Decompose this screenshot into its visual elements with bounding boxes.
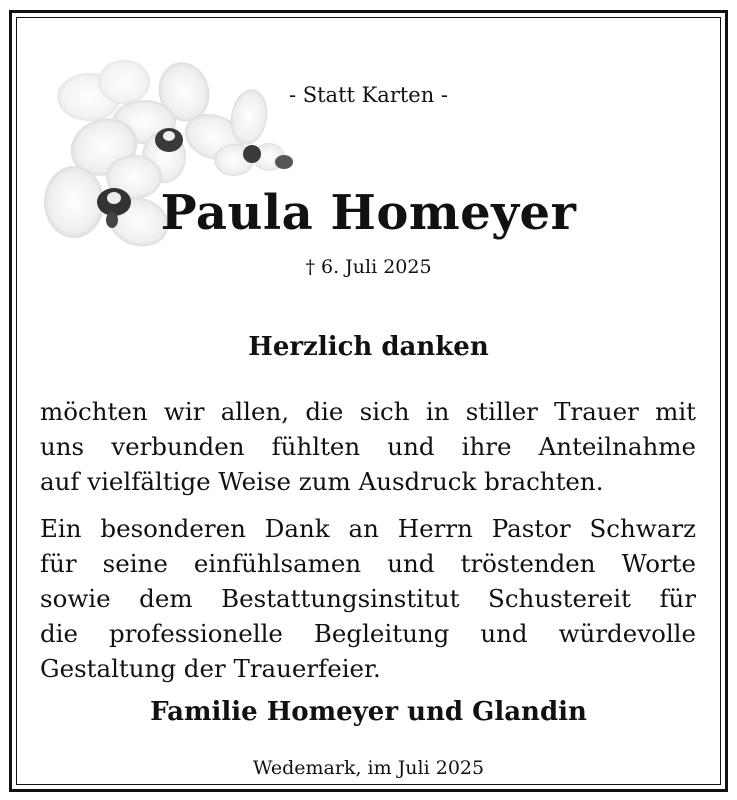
special-thanks-paragraph: [40, 511, 696, 686]
thanks-paragraph: [40, 394, 696, 499]
deceased-name: Paula Homeyer: [160, 185, 577, 241]
text-line: uns verbunden fühlten und ihre Anteilnahme: [40, 432, 696, 461]
thanks-heading: Herzlich danken: [248, 332, 489, 362]
text-line: Ein besonderen Dank an Herrn Pastor Schwarz: [40, 514, 696, 543]
text-line: die professionelle Begleitung und würdevolle: [40, 619, 696, 648]
place-date: Wedemark, im Juli 2025: [252, 757, 485, 779]
text-line: sowie dem Bestattungsinstitut Schustereit für: [40, 584, 696, 613]
text-line: auf vielfältige Weise zum Ausdruck brachten.: [40, 467, 604, 496]
text-line: möchten wir allen, die sich in stiller Trauer mit: [40, 397, 696, 426]
intro-line: - Statt Karten -: [288, 83, 449, 107]
text-line: Gestaltung der Trauerfeier.: [40, 654, 381, 683]
death-date: † 6. Juli 2025: [305, 256, 432, 278]
text-line: für seine einfühlsamen und tröstenden Worte: [40, 549, 696, 578]
family-signature: Familie Homeyer und Glandin: [150, 697, 587, 727]
